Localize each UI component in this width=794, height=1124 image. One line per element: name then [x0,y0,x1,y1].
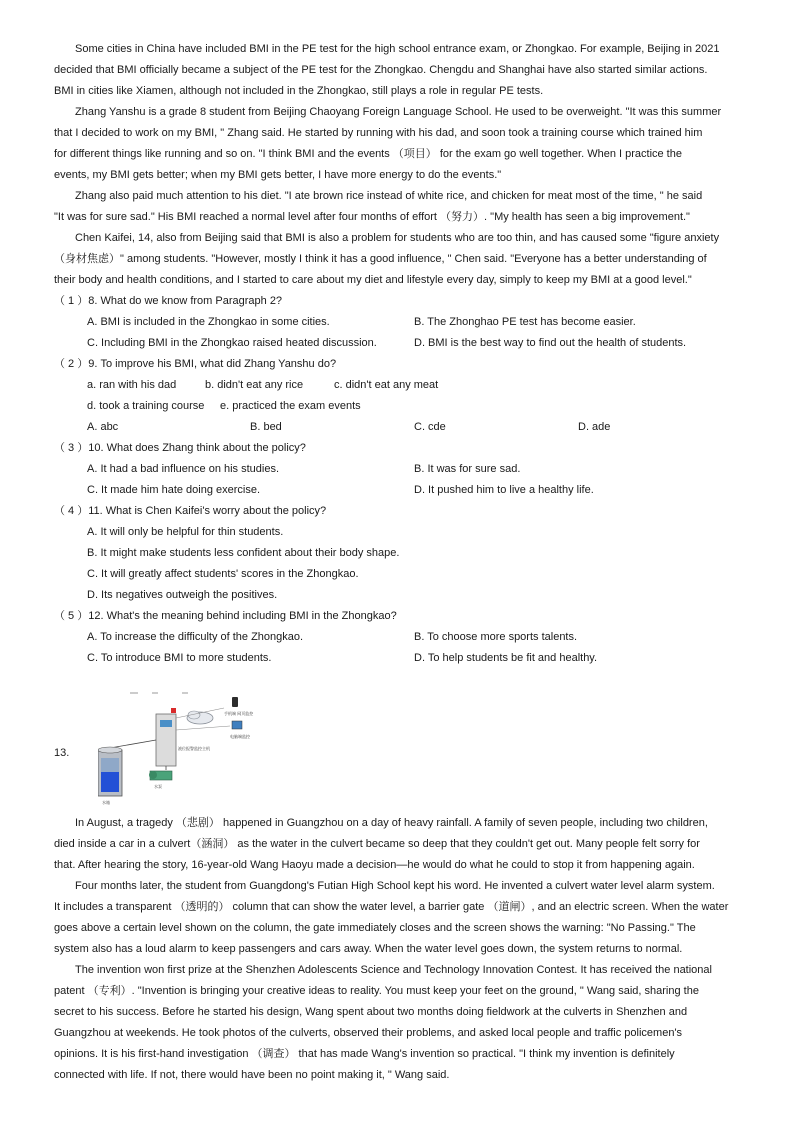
passage2-p1-line1: In August, a tragedy （悲剧） happened in Guangzhou on a day of heavy rainfall. A family of seven people, including two children, [75,817,708,829]
passage1-p1-line2: decided that BMI officially became a subject of the PE test for the Zhongkao. Chengdu and Shanghai have also started similar actions. [54,64,708,76]
passage1-p4-line1: Chen Kaifei, 14, also from Beijing said that BMI is also a problem for students who are too thin, and has caused some "figure anxiety [75,232,720,244]
question-3-option-c[interactable]: C. It made him hate doing exercise. [87,484,261,496]
passage1-p3-line1: Zhang also paid much attention to his diet. "I ate brown rice instead of white rice, and chicken for meat most of the time, " he said [75,190,703,202]
passage2-p2-line3: goes above a certain level shown on the column, the gate immediately closes and the screen shows the warning: "No Passing." The [54,922,696,934]
passage1-p2-line4: events, my BMI gets better; when my BMI gets better, I have more energy to do the events." [54,169,502,181]
passage2-p2-line1: Four months later, the student from Guangdong's Futian High School kept his word. He invented a culvert water level alarm system. [75,880,715,892]
passage2-p2-line4: system also has a loud alarm to keep passengers and cars away. When the water level goes down, the system returns to normal. [54,943,683,955]
question-5-option-a[interactable]: A. To increase the difficulty of the Zhongkao. [87,631,304,643]
question-2-item-b: b. didn't eat any rice [205,379,304,391]
question-1-option-d[interactable]: D. BMI is the best way to find out the health of students. [414,337,687,349]
question-2-option-b[interactable]: B. bed [250,421,282,433]
passage2-p3-line5: opinions. It is his first-hand investigation （调查） that has made Wang's invention so practical. "I think my invention is definitely [54,1048,675,1060]
passage2-p3-line3: secret to his success. Before he started his design, Wang spent about two months doing fieldwork at the culverts in Shenzhen and [54,1006,688,1018]
question-2-item-a: a. ran with his dad [87,379,177,391]
question-5-option-b[interactable]: B. To choose more sports talents. [414,631,578,643]
passage2-p2-line2: It includes a transparent （透明的） column that can show the water level, a barrier gate （道闸）, and an electric screen. When the water [54,901,729,913]
water-level-alarm-diagram [98,690,288,808]
question-2-item-c: c. didn't eat any meat [334,379,439,391]
question-1-option-b[interactable]: B. The Zhonghao PE test has become easier. [414,316,636,328]
signal-pipe [110,740,156,748]
label-tank: 水箱 [102,800,110,805]
question-2-option-d[interactable]: D. ade [578,421,611,433]
passage1-p3-line2: "It was for sure sad." His BMI reached a normal level after four months of effort （努力）. "My health has seen a big improvement." [54,211,690,223]
question-4-option-c[interactable]: C. It will greatly affect students' scores in the Zhongkao. [87,568,359,580]
passage1-p1-line3: BMI in cities like Xiamen, although not included in the Zhongkao, still plays a role in regular PE tests. [54,85,544,97]
phone-icon [232,697,238,707]
question-4-option-d[interactable]: D. Its negatives outweigh the positives. [87,589,278,601]
question-2-stem: （ 2 ）9. To improve his BMI, what did Zhang Yanshu do? [54,358,337,370]
passage1-p4-line2: （身材焦虑）" among students. "However, mostly I think it has a good influence, " Chen said. "Everyone has a better understanding of [54,253,707,265]
connection-line [176,726,230,730]
question-2-item-e: e. practiced the exam events [220,400,361,412]
passage2-p3-line6: connected with life. If not, there would have been no point making it, " Wang said. [54,1069,450,1081]
water-level-fill [101,772,119,792]
pump-icon [149,771,172,780]
passage1-p1-line1: Some cities in China have included BMI in the PE test for the high school entrance exam, or Zhongkao. For example, Beijing in 2021 [75,43,720,55]
passage1-p2-line3: for different things like running and so on. "I think BMI and the events （项目） for the exam go well together. When I practice the [54,148,682,160]
question-1-option-c[interactable]: C. Including BMI in the Zhongkao raised heated discussion. [87,337,377,349]
passage2-p3-line2: patent （专利）. "Invention is bringing your creative ideas to reality. You must keep your feet on the ground, " Wang said, sharing the [54,985,699,997]
passage2-p3-line4: Guangzhou at weekends. He took photos of the culverts, observed their problems, and asked local people and traffic policemen's [54,1027,683,1039]
passage1-p2-line2: that I decided to work on my BMI, " Zhang said. He started by running with his dad, and soon took a training course which trained him [54,127,703,139]
question-4-option-b[interactable]: B. It might make students less confident about their body shape. [87,547,400,559]
label-host: 液位报警监控主机 [178,746,210,751]
question-5-option-d[interactable]: D. To help students be fit and healthy. [414,652,598,664]
passage2-p1-line3: that. After hearing the story, 16-year-old Wang Haoyu made a decision—he would do what he could to stop it from happening again. [54,859,695,871]
alarm-light-icon [171,708,176,713]
question-13-number: 13. [54,747,70,759]
question-2-item-d: d. took a training course [87,400,205,412]
question-3-option-b[interactable]: B. It was for sure sad. [414,463,521,475]
question-3-stem: （ 3 ）10. What does Zhang think about the policy? [54,442,306,454]
question-3-option-d[interactable]: D. It pushed him to live a healthy life. [414,484,594,496]
question-1-stem: （ 1 ）8. What do we know from Paragraph 2? [54,295,283,307]
cabinet-screen [160,720,172,727]
question-4-option-a[interactable]: A. It will only be helpful for thin students. [87,526,284,538]
label-pump: 水泵 [154,784,162,789]
passage2-p1-line2: died inside a car in a culvert（涵洞） as the water in the culvert became so deep that they couldn't get out. Many people felt sorry for [54,838,700,850]
question-2-option-a[interactable]: A. abc [87,421,119,433]
water-tank [98,747,122,796]
question-5-option-c[interactable]: C. To introduce BMI to more students. [87,652,272,664]
passage1-p4-line3: their body and health conditions, and I started to care about my diet and lifestyle every day, simply to keep my BMI at a good level." [54,274,692,286]
question-5-stem: （ 5 ）12. What's the meaning behind including BMI in the Zhongkao? [54,610,397,622]
question-4-stem: （ 4 ）11. What is Chen Kaifei's worry about the policy? [54,505,327,517]
label-pc: 电脑端监控 [230,734,250,739]
question-1-option-a[interactable]: A. BMI is included in the Zhongkao in some cities. [87,316,330,328]
label-phone: 手机端 网页监控 [224,711,254,716]
question-2-option-c[interactable]: C. cde [414,421,446,433]
monitor-icon [232,721,242,729]
passage2-p3-line1: The invention won first prize at the Shenzhen Adolescents Science and Technology Innovation Contest. It has received the national [75,964,712,976]
question-3-option-a[interactable]: A. It had a bad influence on his studies. [87,463,280,475]
passage1-p2-line1: Zhang Yanshu is a grade 8 student from Beijing Chaoyang Foreign Language School. He used to be overweight. "It was this summer [75,106,722,118]
